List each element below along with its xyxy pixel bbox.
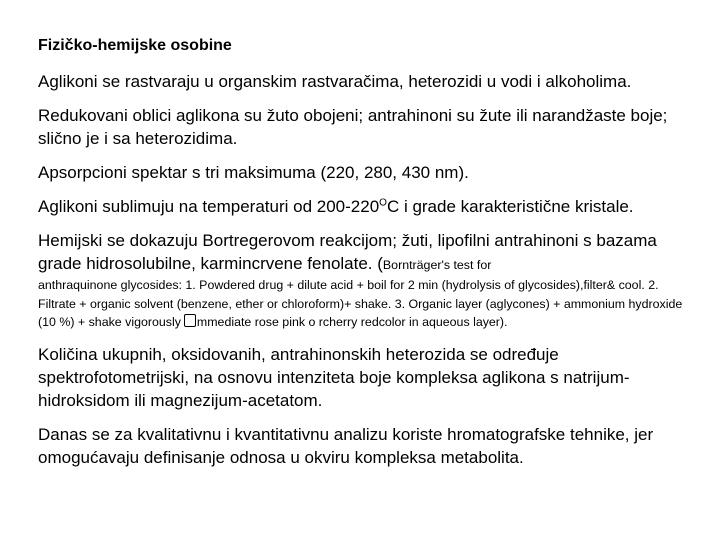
sublimation-text-end: C i grade karakteristične kristale. [386,197,634,216]
borntrager-note-inline: Bornträger's test for [382,258,492,272]
paragraph-sublimation [38,195,698,218]
borntrager-note-block [38,276,698,332]
paragraph-absorption-spectrum: Apsorpcioni spektar s tri maksimuma (220, 280, 430 nm). [38,163,469,182]
borntrager-steps: anthraquinone glycosides: 1. Powdered drug + dilute acid + boil for 2 min (hydrolysis of glycosides),filter& cool. 2. Filtrate + organic solvent (benzene, ether or chloroform)+ shake. 3. Organic layer (aglycones) + ammonium hydroxide (10 %) + shake vigorously [38,278,683,329]
slide-content [38,36,698,480]
paragraph-borntrager [38,229,698,332]
missing-glyph-icon [184,314,196,327]
borntrager-main-text: Hemijski se dokazuju Bortregerovom reakcijom; žuti, lipofilni antrahinoni s bazama grade hidrosolubilne, karmincrvene fenolate. ( [38,231,657,273]
slide-title: Fizičko-hemijske osobine [38,37,232,54]
paragraph-solubility: Aglikoni se rastvaraju u organskim rastvaračima, heterozidi u vodi i alkoholima. [38,72,632,91]
sublimation-text: Aglikoni sublimuju na temperaturi od 200-220 [38,197,380,216]
borntrager-result: mmediate rose pink o rcherry redcolor in aqueous layer). [196,315,508,329]
paragraph-chromatography: Danas se za kvalitativnu i kvantitativnu analizu koriste hromatografske tehnike, jer omogućavaju definisanje odnosa u okviru kompleksa metabolita. [38,424,654,467]
degree-superscript: O [379,197,387,209]
paragraph-spectrophotometry: Količina ukupnih, oksidovanih, antrahinonskih heterozida se određuje spektrofotometrijski, na osnovu intenziteta boje kompleksa aglikona s natrijum-hidroksidom ili magnezijum-acetatom. [38,344,630,410]
paragraph-color: Redukovani oblici aglikona su žuto obojeni; antrahinoni su žute ili narandžaste boje; slično je i sa heterozidima. [38,106,668,148]
